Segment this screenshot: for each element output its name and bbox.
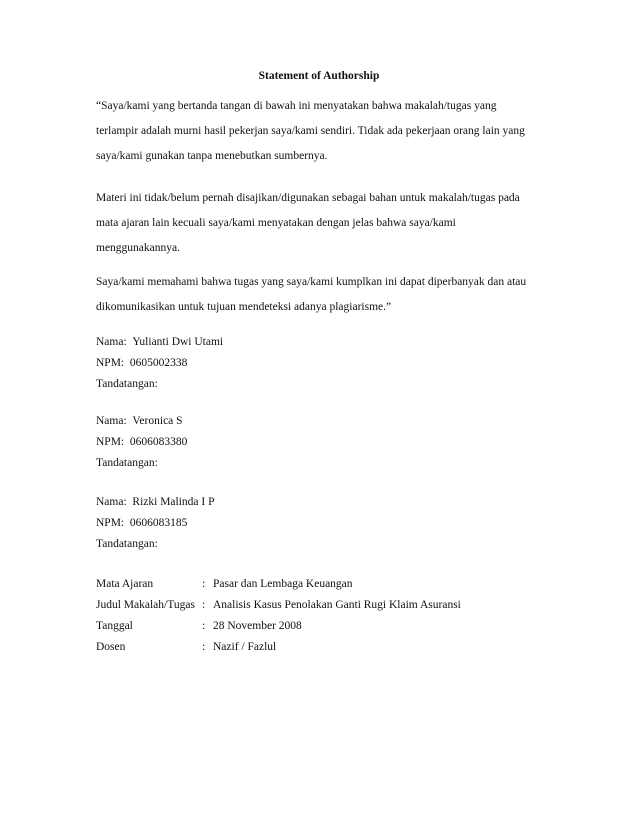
paragraph-line: Saya/kami memahami bahwa tugas yang saya/kami kumplkan ini dapat diperbanyak dan atau [96,276,527,288]
course-info-colon: : [202,599,206,611]
paragraph-line: terlampir adalah murni hasil pekerjan saya/kami sendiri. Tidak ada pekerjaan orang lain yang [96,125,525,137]
signer-name: Yulianti Dwi Utami [132,336,224,348]
signer-npm-row [96,513,556,534]
signer-signature-label: Tandatangan: [96,538,158,550]
signer-name: Rizki Malinda I P [132,496,215,508]
signer-npm-label: NPM: [96,517,125,529]
signer-name-row [96,492,556,513]
signer-npm: 0606083185 [129,517,188,529]
course-info-row [96,616,556,637]
course-info-value: Analisis Kasus Penolakan Ganti Rugi Klaim Asuransi [213,599,461,611]
signer-npm-label: NPM: [96,436,125,448]
signer-name-label: Nama: [96,415,127,427]
signer-name-label: Nama: [96,336,127,348]
signer-block [96,411,556,474]
signer-signature-label: Tandatangan: [96,457,158,469]
signer-name-label: Nama: [96,496,127,508]
signer-block [96,492,556,555]
paragraph-line: Materi ini tidak/belum pernah disajikan/digunakan sebagai bahan untuk makalah/tugas pada [96,192,520,204]
paragraph-statement [96,94,556,169]
course-info-value: Pasar dan Lembaga Keuangan [213,578,353,590]
paragraph-line: menggunakannya. [96,242,180,254]
course-info-colon: : [202,641,206,653]
paragraph-line: mata ajaran lain kecuali saya/kami menyatakan dengan jelas bahwa saya/kami [96,217,456,229]
signer-npm: 0605002338 [129,357,188,369]
course-info-key: Dosen [96,641,126,653]
course-info-row [96,595,556,616]
signer-name-row [96,332,556,353]
course-info-value: 28 November 2008 [213,620,302,632]
course-info [96,574,556,658]
signer-name: Veronica S [132,415,183,427]
signer-name-row [96,411,556,432]
course-info-row [96,574,556,595]
course-info-value: Nazif / Fazlul [213,641,277,653]
signer-block [96,332,556,395]
course-info-key: Mata Ajaran [96,578,154,590]
document-title: Statement of Authorship [258,70,380,82]
signer-npm-row [96,353,556,374]
paragraph-line: “Saya/kami yang bertanda tangan di bawah ini menyatakan bahwa makalah/tugas yang [96,100,497,112]
signer-npm-row [96,432,556,453]
paragraph-line: dikomunikasikan untuk tujuan mendeteksi adanya plagiarisme.” [96,301,392,313]
paragraph-materials [96,186,556,261]
signer-npm: 0606083380 [129,436,188,448]
course-info-key: Judul Makalah/Tugas [96,599,195,611]
course-info-key: Tanggal [96,620,133,632]
course-info-colon: : [202,578,206,590]
signer-signature-label: Tandatangan: [96,378,158,390]
paragraph-line: saya/kami gunakan tanpa menebutkan sumbernya. [96,150,328,162]
signer-npm-label: NPM: [96,357,125,369]
paragraph-plagiarism [96,270,556,320]
course-info-colon: : [202,620,206,632]
course-info-row [96,637,556,658]
